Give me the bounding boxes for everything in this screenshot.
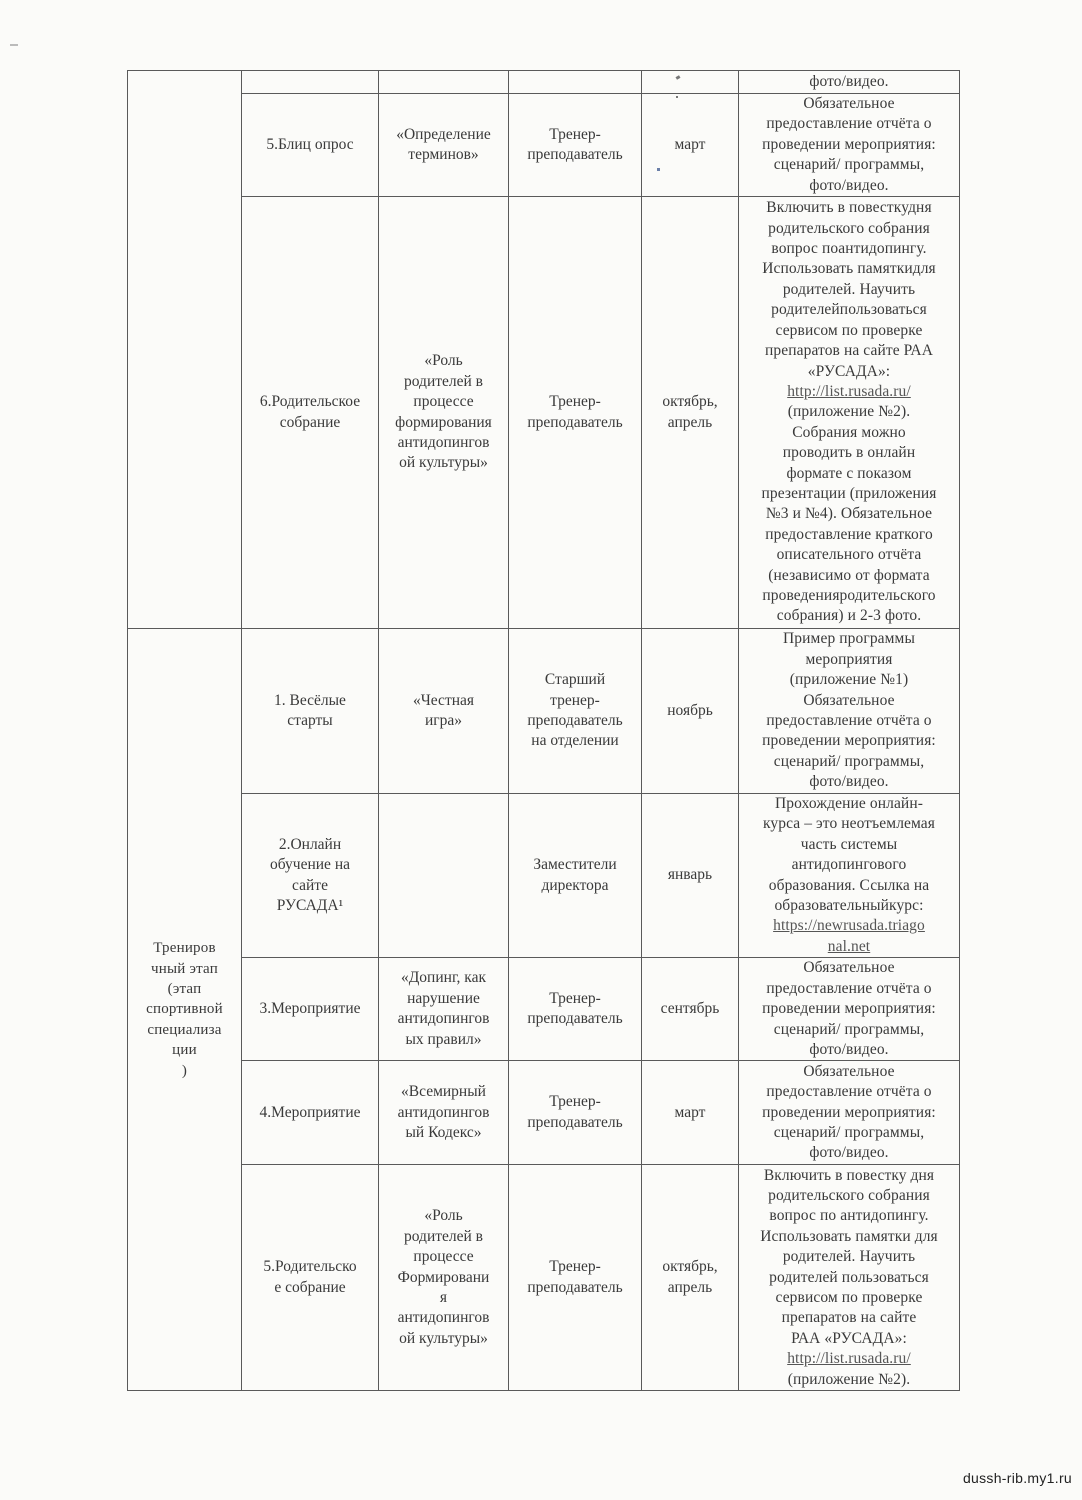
cell-text-line: Обязательное [803,1062,895,1080]
cell-text-line: ый Кодекс» [405,1124,482,1142]
cell-text-line: ) [181,1062,188,1079]
event-cell [242,197,379,629]
cell-text-line: 2.Онлайн [278,835,342,853]
event-cell [242,794,379,958]
topic-cell [379,1165,509,1391]
cell-text-line: «Всемирный [401,1083,486,1101]
cell-text-line: (приложение №1) [789,671,909,689]
cell-text-line: Тренер- [549,1093,601,1111]
cell-text-line: процессе [413,393,474,411]
cell-text-line: (приложение №2). [787,403,911,421]
cell-text-line: родителей. Научить [782,1248,916,1266]
cell-text-line: ции [172,1042,197,1059]
cell-text-line: нарушение [407,989,480,1007]
cell-text-line: вопрос по антидопингу. [769,1207,929,1225]
cell-text-line: родительского собрания [768,219,930,237]
event-cell [242,94,379,197]
cell-text-line: фото/видео. [809,72,889,90]
topic-cell [379,629,509,794]
cell-text-line: Трениров [153,940,216,957]
cell-text-line: специализа [147,1021,222,1038]
table-row [128,1061,960,1165]
cell-text-line: собрания) и 2-3 фото. [776,607,922,625]
cell-text-line: я [439,1289,448,1307]
topic-cell [379,94,509,197]
cell-text-line: проведении мероприятия: [762,135,936,153]
responsible-cell [509,1165,642,1391]
cell-text-line: ноябрь [667,701,713,719]
cell-text-line: курса – это неотъемлемая [762,815,936,833]
cell-text-line: собрание [279,413,341,431]
cell-text-line: 6.Родительское [259,393,361,411]
cell-text-line: преподаватель [527,413,623,431]
cell-text-line: директора [541,876,609,894]
cell-text-line: родителей. Научить [782,280,916,298]
cell-text-line: часть системы [800,835,898,853]
cell-text-line: Использовать памяткидля [762,260,936,278]
url-link[interactable]: https://newrusada.triago [773,917,925,935]
cell-text-line: е собрание [274,1278,346,1296]
cell-text-line: сценарий/ программы, [773,1020,925,1038]
cell-text-line: РУСАДА¹ [276,897,344,915]
cell-text-line: 4.Мероприятие [259,1103,361,1121]
url-link[interactable]: nal.net [827,937,871,955]
requirements-cell [739,197,960,629]
table-row [128,629,960,794]
cell-text-line: преподаватель [527,146,623,164]
date-cell [642,1165,739,1391]
responsible-cell [509,1061,642,1165]
cell-text-line: предоставление краткого [765,525,933,543]
cell-text-line: проведении мероприятия: [762,732,936,750]
cell-text-line: ой культуры» [399,1329,488,1347]
topic-cell [379,1061,509,1165]
cell-text-line: процессе [413,1248,474,1266]
cell-text-line: 1. Весёлые [274,691,346,709]
table-row [128,197,960,629]
cell-text-line: антидопингов [397,433,490,451]
cell-text-line: проведении мероприятия: [762,1103,936,1121]
cell-text-line: игра» [424,712,463,730]
activity-plan-table [127,70,960,1391]
cell-text-line: сервисом по проверке [775,321,923,339]
cell-text-line: №3 и №4). Обязательное [765,505,933,523]
cell-text-line: терминов» [408,146,479,164]
cell-text-line: Тренер- [549,1258,601,1276]
topic-cell [379,71,509,94]
cell-text-line: Тренер- [549,989,601,1007]
scan-speck [10,44,18,46]
requirements-cell [739,1061,960,1165]
cell-text-line: преподаватель [527,1278,623,1296]
scan-speck [657,168,660,171]
cell-text-line: Старший [544,671,606,689]
table-row [128,71,960,94]
cell-text-line: презентации (приложения [761,484,937,502]
cell-text-line: образовательныйкурс: [774,897,924,915]
cell-text-line: старты [287,712,333,730]
cell-text-line: Использовать памятки для [760,1227,938,1245]
table-row [128,958,960,1061]
responsible-cell [509,629,642,794]
cell-text-line: формирования [395,413,492,431]
cell-text-line: сервисом по проверке [775,1289,923,1307]
scan-speck [676,96,678,98]
cell-text-line: Обязательное [803,95,895,112]
event-cell [242,958,379,1061]
cell-text-line: родителей в [404,1227,483,1245]
table-row [128,1165,960,1391]
cell-text-line: Тренер- [549,125,601,143]
cell-text-line: (независимо от формата [768,566,930,584]
date-cell [642,71,739,94]
date-cell [642,629,739,794]
cell-text-line: мероприятия [805,650,893,668]
cell-text-line: антидопингов [397,1103,490,1121]
cell-text-line: фото/видео. [809,1040,889,1058]
cell-text-line: Обязательное [803,691,895,709]
date-cell [642,958,739,1061]
cell-text-line: предоставление отчёта о [766,979,932,997]
cell-text-line: апрель [667,413,713,431]
cell-text-line: преподаватель [527,1010,623,1028]
responsible-cell [509,94,642,197]
cell-text-line: проведенияродительского [762,586,936,604]
requirements-cell [739,629,960,794]
event-cell [242,71,379,94]
cell-text-line: предоставление отчёта о [766,1083,932,1101]
cell-text-line: фото/видео. [809,1144,889,1162]
cell-text-line: образования. Ссылка на [768,876,930,894]
cell-text-line: (приложение №2). [787,1370,911,1388]
table-row [128,94,960,197]
responsible-cell [509,958,642,1061]
url-link[interactable]: http://list.rusada.ru/ [787,382,911,400]
cell-text-line: сентябрь [660,1000,720,1018]
cell-text-line: октябрь, [662,1258,718,1276]
cell-text-line: описательного отчёта [776,546,922,564]
cell-text-line: фото/видео. [809,773,889,791]
cell-text-line: родителейпользоваться [771,301,927,319]
date-cell [642,197,739,629]
cell-text-line: 3.Мероприятие [259,1000,361,1018]
cell-text-line: проведении мероприятия: [762,1000,936,1018]
cell-text-line: январь [667,866,713,884]
site-watermark: dussh-rib.my1.ru [962,1470,1072,1486]
cell-text-line: (этап [167,981,202,998]
cell-text-line: Прохождение онлайн- [775,795,923,813]
topic-cell [379,197,509,629]
cell-text-line: препаратов на сайте [781,1309,917,1327]
cell-text-line: Включить в повестку дня [763,1166,935,1184]
date-cell [642,94,739,197]
event-cell [242,1061,379,1165]
event-cell [242,629,379,794]
event-cell [242,1165,379,1391]
responsible-cell [509,71,642,94]
cell-text-line: «Определение [396,125,491,143]
cell-text-line: РАА «РУСАДА»: [791,1329,907,1347]
requirements-cell [739,1165,960,1391]
cell-text-line: «РУСАДА»: [807,362,891,380]
cell-text-line: предоставление отчёта о [766,712,932,730]
cell-text-line: Заместители [533,856,617,874]
cell-text-line: на отделении [531,732,619,750]
url-link[interactable]: http://list.rusada.ru/ [787,1350,911,1368]
cell-text-line: вопрос поантидопингу. [771,240,927,258]
cell-text-line: апрель [667,1278,713,1296]
cell-text-line: сайте [292,876,328,894]
cell-text-line: 5.Блиц опрос [266,135,354,153]
cell-text-line: Пример программы [783,630,915,648]
requirements-cell [739,71,960,94]
cell-text-line: предоставление отчёта о [766,115,932,133]
cell-text-line: 5.Родительско [263,1258,357,1276]
cell-text-line: антидопингов [397,1309,490,1327]
cell-text-line: сценарий/ программы, [773,1124,925,1142]
cell-text-line: родителей в [404,372,483,390]
cell-text-line: Собрания можно [792,423,906,441]
requirements-cell [739,94,960,197]
cell-text-line: спортивной [146,1001,223,1018]
cell-text-line: чный этап [151,960,218,977]
stage-cell [128,629,242,1391]
cell-text-line: тренер- [550,691,600,709]
requirements-cell [739,958,960,1061]
cell-text-line: антидопингового [791,856,907,874]
cell-text-line: преподаватель [527,712,623,730]
cell-text-line: преподаватель [527,1113,623,1131]
cell-text-line: антидопингов [397,1010,490,1028]
cell-text-line: ой культуры» [399,454,488,472]
cell-text-line: родителей пользоваться [769,1268,929,1286]
cell-text-line: «Роль [424,1207,463,1225]
cell-text-line: «Роль [424,352,463,370]
cell-text-line: формате с показом [786,464,912,482]
cell-text-line: Формировани [397,1268,490,1286]
topic-cell [379,958,509,1061]
cell-text-line: октябрь, [662,393,718,411]
cell-text-line: «Честная [412,691,475,709]
cell-text-line: родительского собрания [768,1186,930,1204]
cell-text-line: препаратов на сайте РАА [765,342,933,360]
stage-cell [128,71,242,629]
cell-text-line: обучение на [270,856,350,874]
responsible-cell [509,197,642,629]
cell-text-line: ых правил» [405,1030,482,1048]
cell-text-line: сценарий/ программы, [773,156,925,174]
topic-cell [379,794,509,958]
cell-text-line: март [674,135,706,153]
requirements-cell [739,794,960,958]
cell-text-line: проводить в онлайн [782,444,916,462]
cell-text-line: фото/видео. [809,176,889,194]
responsible-cell [509,794,642,958]
cell-text-line: Тренер- [549,393,601,411]
cell-text-line: Обязательное [803,959,895,977]
date-cell [642,794,739,958]
cell-text-line: «Допинг, как [400,969,487,987]
cell-text-line: сценарий/ программы, [773,752,925,770]
cell-text-line: март [674,1103,706,1121]
date-cell [642,1061,739,1165]
table-row [128,794,960,958]
cell-text-line: Включить в повесткудня [766,199,932,217]
